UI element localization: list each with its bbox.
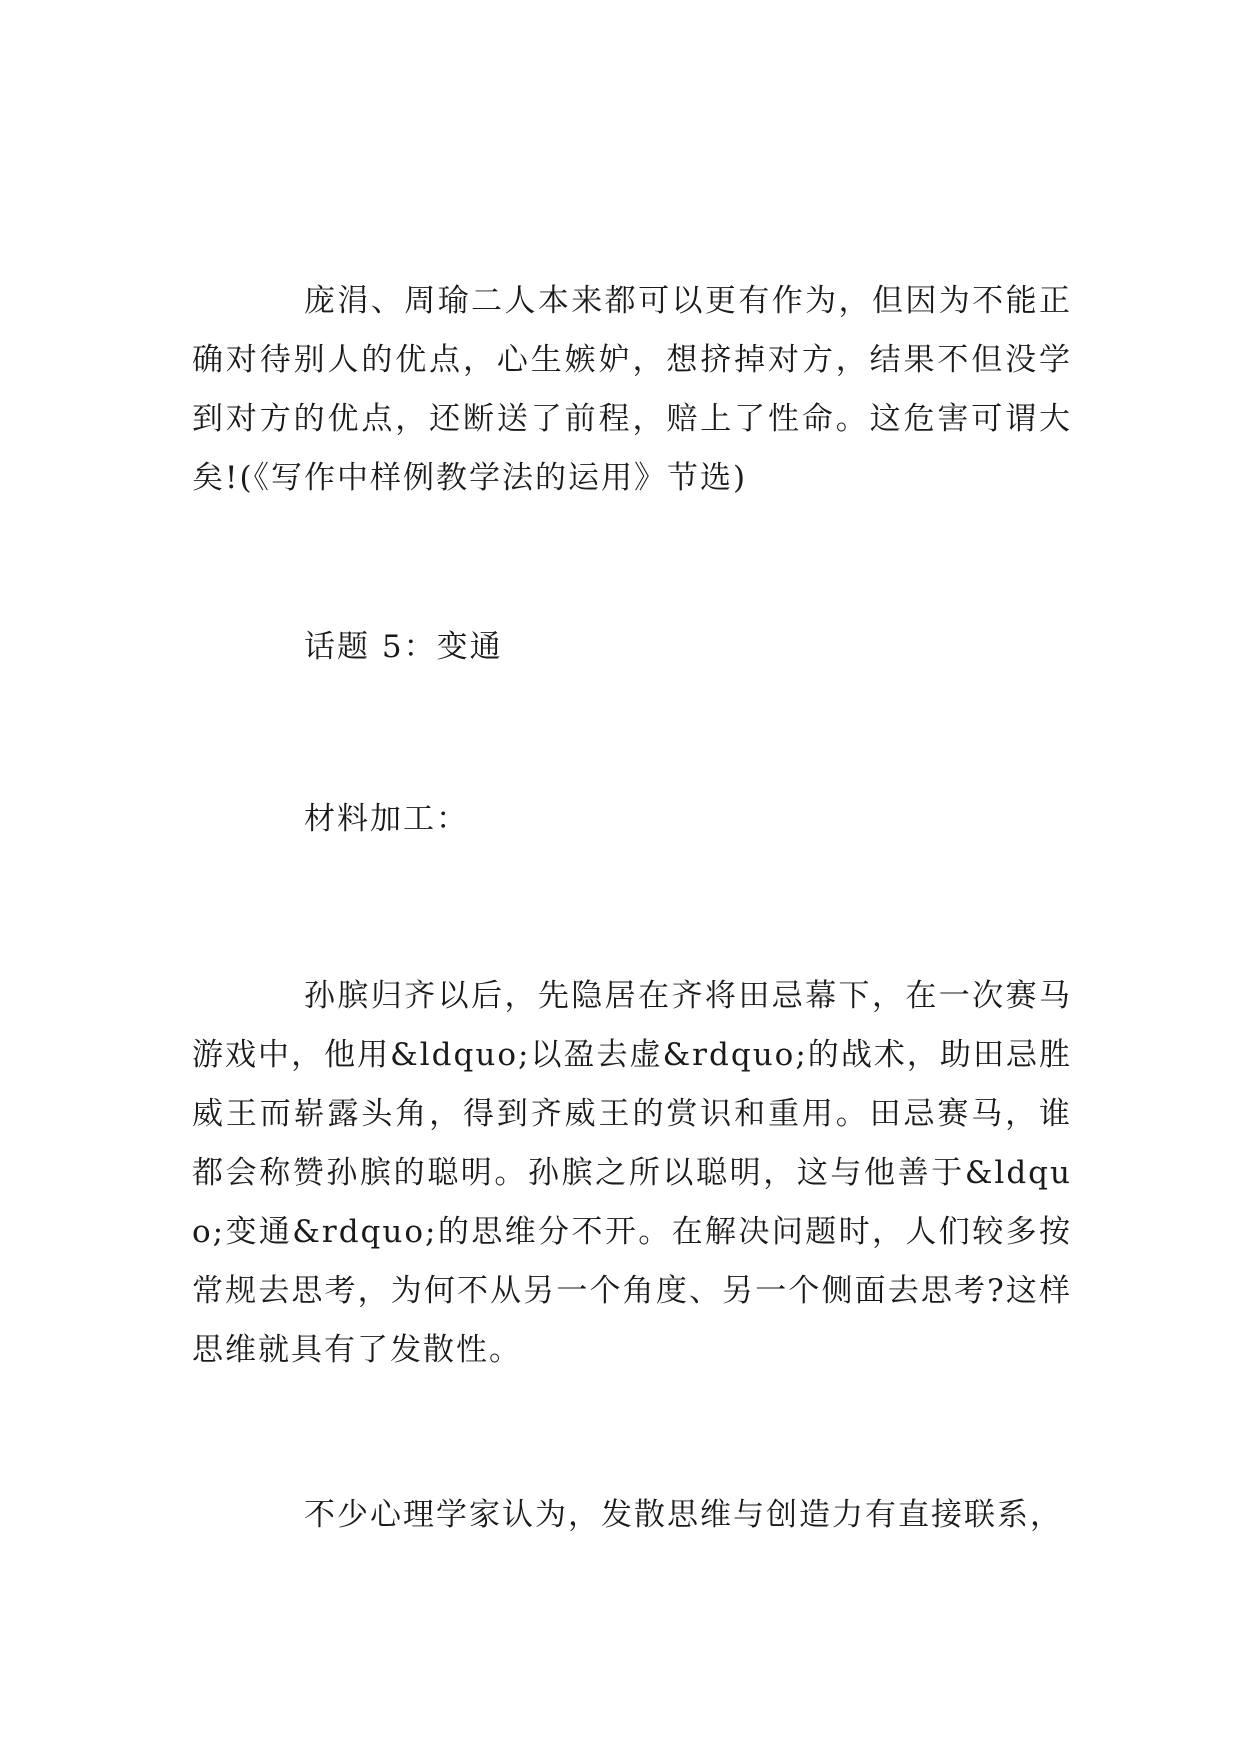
topic-heading: 话题 5：变通 (304, 629, 503, 665)
paragraph-sun-bin: 孙膑归齐以后，先隐居在齐将田忌幕下，在一次赛马游戏中，他用&ldquo;以盈去虚&rdquo;的战术，助田忌胜威王而崭露头角，得到齐威王的赏识和重用。田忌赛马，谁都会称赞孙膑的聪明。孙膑之所以聪明，这与他善于&ldquo;变通&rdquo;的思维分不开。在解决问题时，人们较多按常规去思考，为何不从另一个角度、另一个侧面去思考?这样思维就具有了发散性。 (192, 978, 1072, 1368)
material-processing-label: 材料加工： (304, 801, 469, 837)
paragraph-psychologists: 不少心理学家认为，发散思维与创造力有直接联系， (304, 1497, 1063, 1533)
paragraph-pang-juan-zhou-yu: 庞涓、周瑜二人本来都可以更有作为，但因为不能正确对待别人的优点，心生嫉妒，想挤掉对方，结果不但没学到对方的优点，还断送了前程，赔上了性命。这危害可谓大矣!(《写作中样例教学法的运用》节选) (192, 283, 1072, 496)
